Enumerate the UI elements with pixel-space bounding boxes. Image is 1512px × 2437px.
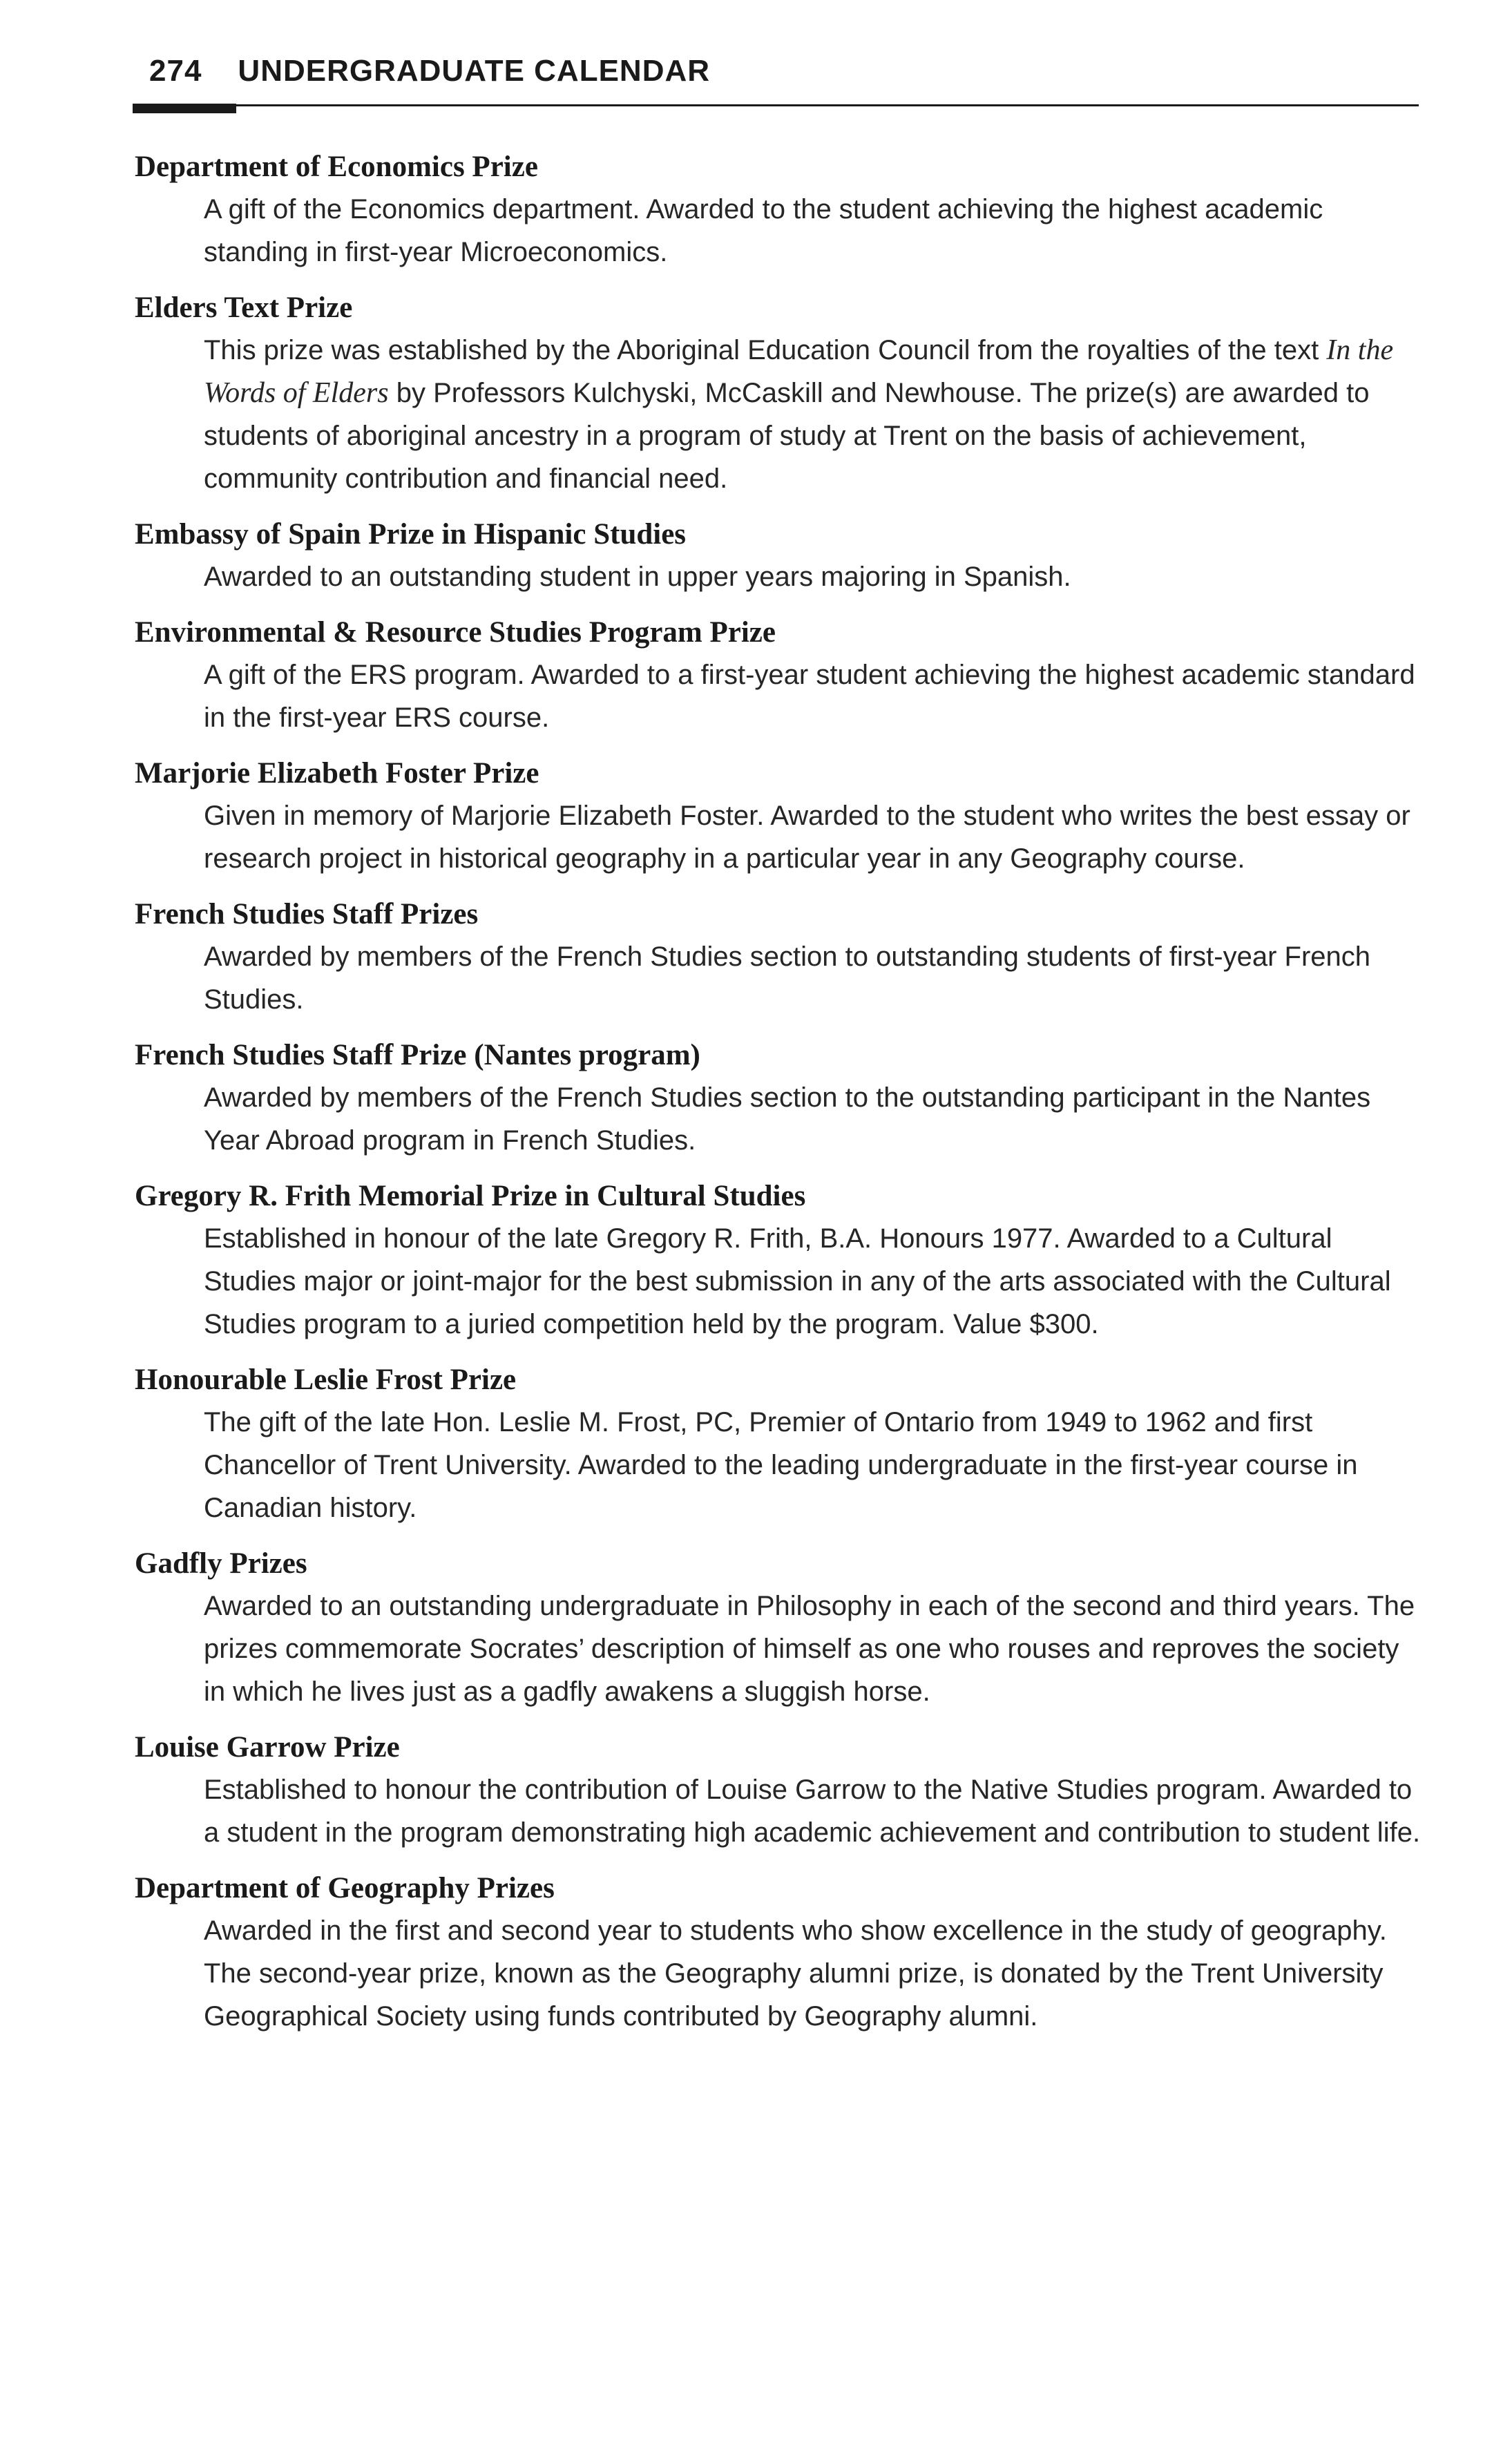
prize-title: Gregory R. Frith Memorial Prize in Cultural Studies: [135, 1180, 806, 1212]
prize-title: Louise Garrow Prize: [135, 1731, 400, 1764]
prize-description: The gift of the late Hon. Leslie M. Frost, PC, Premier of Ontario from 1949 to 1962 and first Chancellor of Trent University. Awarded to the leading undergraduate in the first-year course in Canadian history.: [204, 1407, 1358, 1523]
page-number: 274: [149, 54, 202, 88]
prize-title: Elders Text Prize: [135, 292, 353, 324]
prize-list: [135, 146, 1426, 2052]
book-title: In the Words of Elders: [204, 334, 1394, 409]
prize-entry: [135, 894, 1426, 1021]
header-rule-accent: [133, 104, 236, 113]
prize-title: Gadfly Prizes: [135, 1547, 307, 1580]
prize-description: A gift of the Economics department. Awarded to the student achieving the highest academic standing in first-year Microeconomics.: [204, 194, 1323, 267]
prize-description: [204, 329, 1426, 500]
prize-entry: [135, 612, 1426, 739]
prize-title: Honourable Leslie Frost Prize: [135, 1364, 517, 1396]
prize-description: Awarded by members of the French Studies section to outstanding students of first-year French Studies.: [204, 942, 1371, 1015]
prize-entry: [135, 287, 1426, 500]
prize-description: Awarded in the first and second year to students who show excellence in the study of geography. The second-year prize, known as the Geography alumni prize, is donated by the Trent University Geographical Society using funds contributed by Geography alumni.: [204, 1915, 1387, 2032]
prize-entry: [135, 753, 1426, 880]
prize-description: Established to honour the contribution of Louise Garrow to the Native Studies program. Awarded to a student in the program demonstrating high academic achievement and contribution to student life.: [204, 1775, 1421, 1848]
prize-title: Department of Geography Prizes: [135, 1872, 555, 1904]
prize-entry: [135, 1727, 1426, 1854]
prize-description: Established in honour of the late Gregory R. Frith, B.A. Honours 1977. Awarded to a Cultural Studies major or joint-major for the best submission in any of the arts associated with the Cultural Studies program to a juried competition held by the program. Value $300.: [204, 1223, 1391, 1339]
prize-description-part: by Professors Kulchyski, McCaskill and Newhouse. The prize(s) are awarded to students of aboriginal ancestry in a program of study at Trent on the basis of achievement, community contribution and financial need.: [204, 378, 1370, 494]
page-header: [149, 54, 710, 88]
header-rule: [133, 104, 1419, 106]
prize-entry: [135, 1359, 1426, 1529]
prize-description: A gift of the ERS program. Awarded to a first-year student achieving the highest academic standard in the first-year ERS course.: [204, 660, 1415, 733]
prize-entry: [135, 1035, 1426, 1162]
prize-title: Environmental & Resource Studies Program Prize: [135, 616, 776, 649]
prize-entry: [135, 1176, 1426, 1346]
prize-title: Embassy of Spain Prize in Hispanic Studies: [135, 518, 687, 551]
running-title: UNDERGRADUATE CALENDAR: [238, 54, 711, 88]
prize-description-part: This prize was established by the Aboriginal Education Council from the royalties of the text: [204, 335, 1327, 365]
prize-title: French Studies Staff Prize (Nantes program): [135, 1039, 700, 1071]
prize-entry: [135, 146, 1426, 274]
prize-description: Given in memory of Marjorie Elizabeth Foster. Awarded to the student who writes the best essay or research project in historical geography in a particular year in any Geography course.: [204, 801, 1410, 874]
prize-title: Marjorie Elizabeth Foster Prize: [135, 757, 539, 790]
prize-description: Awarded to an outstanding student in upper years majoring in Spanish.: [204, 562, 1071, 592]
prize-title: Department of Economics Prize: [135, 151, 538, 183]
prize-title: French Studies Staff Prizes: [135, 898, 479, 930]
prize-description: Awarded by members of the French Studies section to the outstanding participant in the Nantes Year Abroad program in French Studies.: [204, 1082, 1371, 1156]
prize-entry: [135, 1543, 1426, 1713]
prize-entry: [135, 1868, 1426, 2038]
prize-entry: [135, 514, 1426, 598]
prize-description: Awarded to an outstanding undergraduate in Philosophy in each of the second and third years. The prizes commemorate Socrates’ description of himself as one who rouses and reproves the society in which he lives just as a gadfly awakens a sluggish horse.: [204, 1591, 1415, 1707]
